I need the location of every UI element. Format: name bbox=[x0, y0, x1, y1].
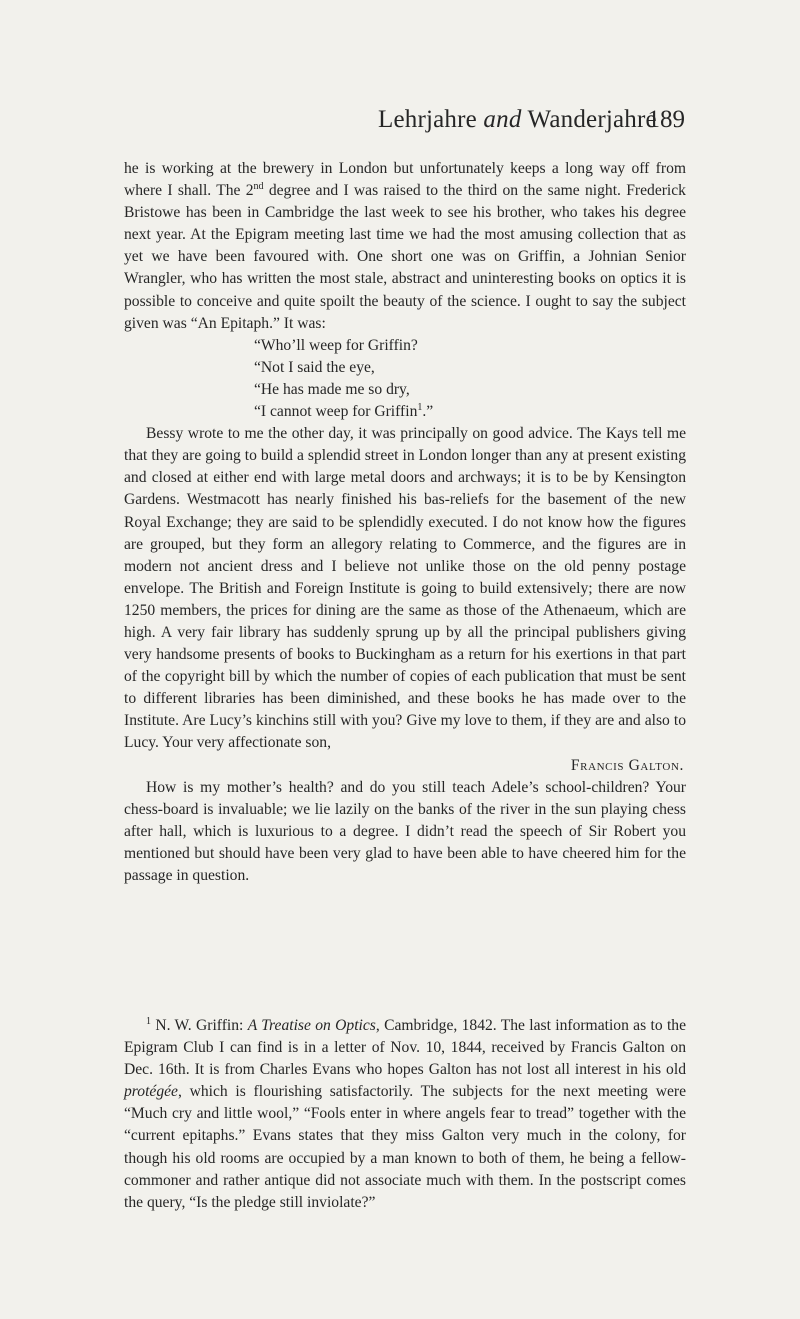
paragraph-postscript: How is my mother’s health? and do you still teach Adele’s school-children? Your chess-board is invaluable; we lie lazily on the banks of the river in the sun playing chess after hall, which is luxurious to a degree. I didn’t read the speech of Sir Robert you mentioned but should have been very glad to have been able to have cheered him for the passage in question. bbox=[124, 778, 686, 884]
verse-line-last-text: “I cannot weep for Griffin bbox=[254, 403, 418, 421]
footnote-protegee: protégée bbox=[124, 1083, 178, 1101]
epitaph-verse bbox=[254, 335, 686, 423]
running-title-part1: Lehrjahre bbox=[378, 106, 477, 133]
footnote-number: 1 bbox=[146, 1016, 151, 1027]
running-title bbox=[378, 106, 657, 134]
footnote-post: , which is flourishing satisfactorily. The subjects for the next meeting were “Much cry and little wool,” “Fools enter in where angels fear to tread” together with the “current epitaphs.” Evans states that they miss Galton very much in the colony, for though his old rooms are occupied by a man known to both of them, he being a fellow-commoner and rather antique did not associate much with them. In the postscript comes the query, “Is the pledge still inviolate?” bbox=[124, 1083, 686, 1211]
letter-body bbox=[124, 158, 686, 887]
footnote-pre: N. W. Griffin: bbox=[151, 1017, 248, 1034]
paragraph-1-rest: degree and I was raised to the third on the same night. Frederick Bristowe has been in Cambridge the last week to see his brother, who takes his degree next year. At the Epigram meeting last time we had the most amusing collection that as yet we have been favoured with. One short one was on Griffin, a Johnian Senior Wrangler, who has written the most stale, abstract and uninteresting books on optics it is possible to conceive and quite spoilt the beauty of the science. I ought to say the subject given was “An Epitaph.” It was: bbox=[124, 182, 686, 332]
running-title-and: and bbox=[483, 106, 522, 133]
verse-close-quote: .” bbox=[422, 403, 434, 421]
running-head bbox=[124, 106, 685, 140]
paragraph-2: Bessy wrote to me the other day, it was principally on good advice. The Kays tell me that they are going to build a splendid street in London longer than any at present existing and closed at either end with large metal doors and archways; it is to be by Kensington Gardens. Westmacott has nearly finished his bas-reliefs for the basement of the new Royal Exchange; they are said to be splendidly executed. I do not know how the figures are grouped, but they form an allegory relating to Commerce, and the figures are in modern not ancient dress and I believe not unlike those on the old penny postage envelope. The British and Foreign Institute is going to build extensively; there are now 1250 members, the prices for dining are the same as those of the Athenaeum, which are high. A very fair library has suddenly sprung up by all the principal publishers giving very handsome presents of books to Buckingham as a return for his exertions in that part of the copyright bill by which the number of copies of each publication that must be sent to different libraries has been diminished, and these books he has made over to the Institute. Are Lucy’s kinchins still with you? Give my love to them, if they are and also to Lucy. Your very affectionate son, bbox=[124, 425, 686, 752]
verse-line-last bbox=[254, 401, 686, 423]
verse-line: “He has made me so dry, bbox=[254, 380, 410, 398]
signature: Francis Galton. bbox=[570, 756, 684, 774]
footnote-paragraph bbox=[124, 1015, 686, 1214]
footnote-marker: 1 bbox=[417, 402, 423, 414]
paragraph-1 bbox=[124, 158, 686, 335]
paragraph-1-start: he is working at the brewery in London but unfortunately keeps a long way off from where I shall. The 2 bbox=[124, 160, 686, 200]
verse-line: “Not I said the eye, bbox=[254, 358, 375, 376]
running-title-part2: Wanderjahre bbox=[527, 106, 657, 133]
verse-line: “Who’ll weep for Griffin? bbox=[254, 336, 418, 354]
footnote-book-title: A Treatise on Optics bbox=[247, 1017, 376, 1034]
ordinal-superscript: nd bbox=[253, 181, 264, 193]
footnote bbox=[124, 1015, 686, 1214]
footnote-mid: , Cambridge, 1842. The last information as to the Epigram Club I can find is in a letter of Nov. 10, 1844, received by Francis Galton on Dec. 16th. It is from Charles Evans who hopes Galton has not lost all interest in his old bbox=[124, 1017, 686, 1079]
page-number: 189 bbox=[647, 106, 685, 133]
